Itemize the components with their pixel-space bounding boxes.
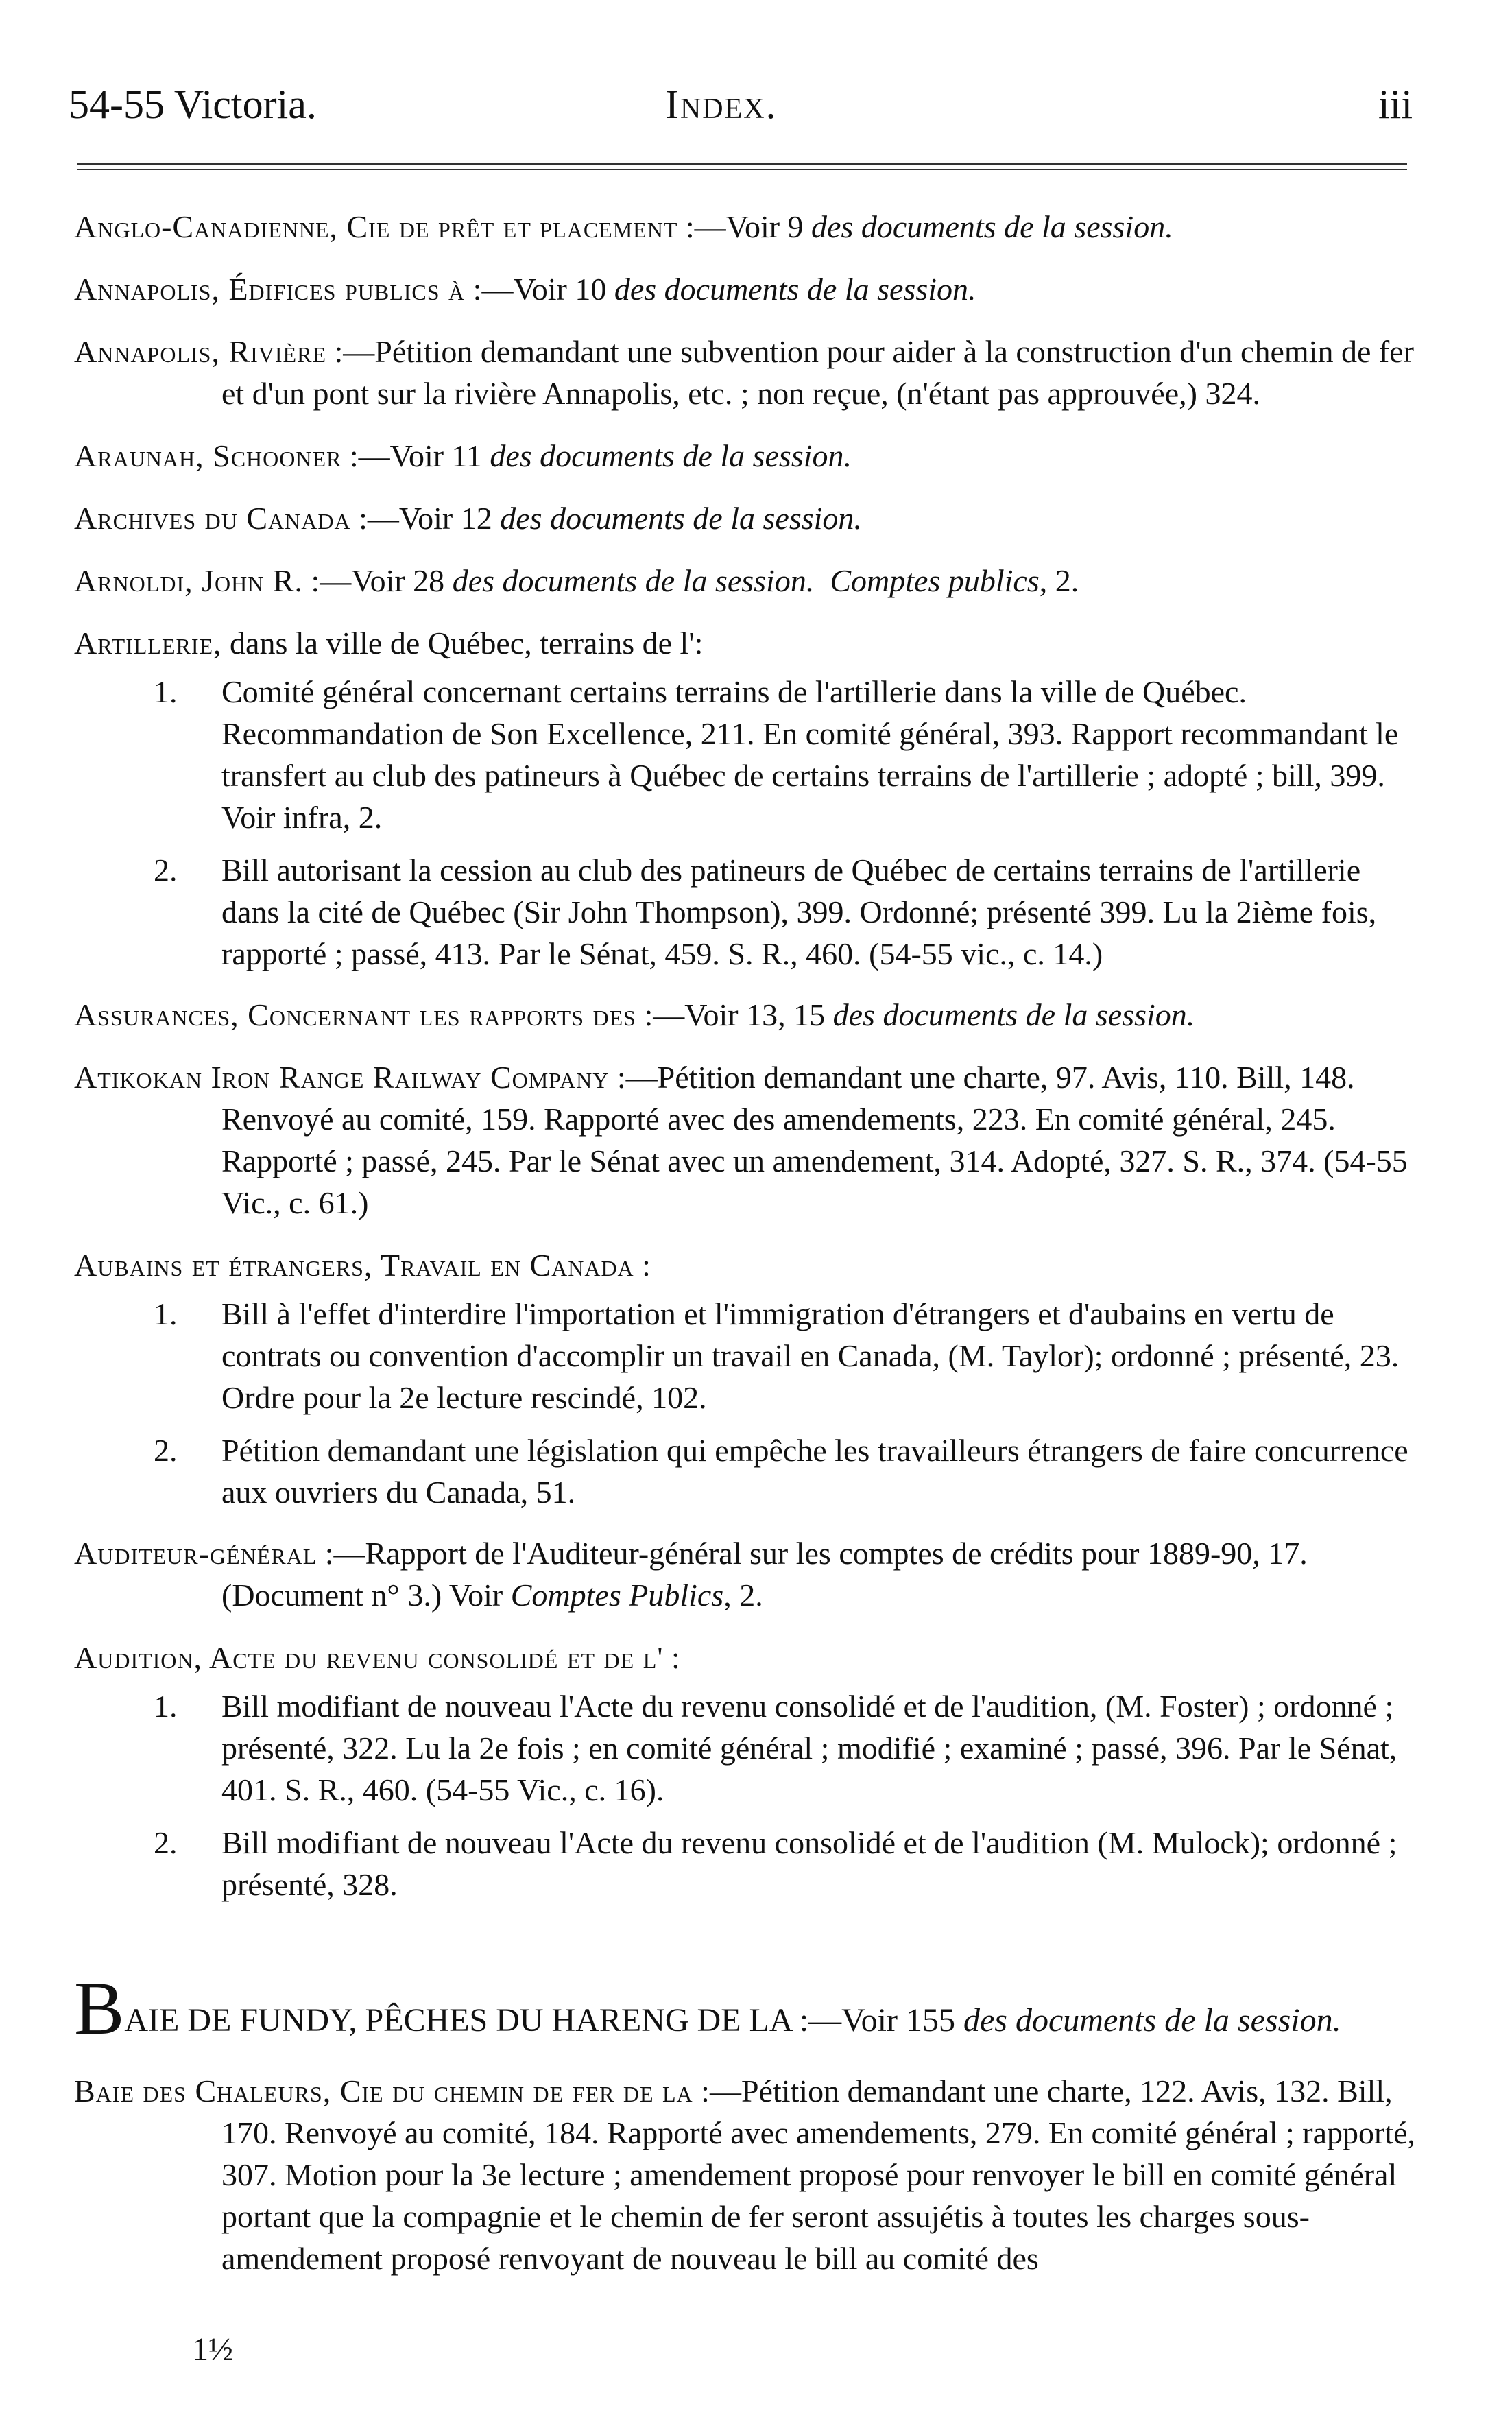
header-title: Index. (665, 82, 778, 127)
entry-heading: AIE DE FUNDY, PÊCHES DU HARENG DE LA (124, 2002, 791, 2038)
entry-heading: Atikokan Iron Range Railway Company (74, 1060, 610, 1095)
index-entry: Araunah, Schooner :—Voir 11 des documents de la session. (74, 438, 852, 473)
list-item: 1. Comité général concernant certains terrains de l'artillerie dans la ville de Québec. Recommandation de Son Excellence, 211. En comité général, 393. Rapport recommandant le transfert au club des patineurs à Québec de certains terrains de l'artillerie ; adopté ; bill, 399. Voir infra, 2. (154, 674, 1399, 835)
signature-mark: 1½ (192, 2331, 233, 2368)
list-item: 2. Bill modifiant de nouveau l'Acte du revenu consolidé et de l'audition (M. Mulock); ordonné ; présenté, 328. (154, 1825, 1397, 1902)
index-entry: Assurances, Concernant les rapports des :—Voir 13, 15 des documents de la session. (74, 997, 1195, 1032)
aubains-sublist (74, 1293, 1418, 1513)
list-item: 1. Bill modifiant de nouveau l'Acte du revenu consolidé et de l'audition, (M. Foster) ; ordonné ; présenté, 322. Lu la 2e fois ; en comité général ; modifié ; examiné ; passé, 396. Par le Sénat, 401. S. R., 460. (54-55 Vic., c. 16). (154, 1689, 1397, 1807)
entry-heading: Archives du Canada (74, 501, 351, 536)
index-entry: Atikokan Iron Range Railway Company :—Pétition demandant une charte, 97. Avis, 110. Bill, 148. Renvoyé au comité, 159. Rapporté avec des amendements, 223. En comité général, 245. Rapporté ; passé, 245. Par le Sénat avec un amendement, 314. Adopté, 327. S. R., 374. (54-55 Vic., c. 61.) (74, 1060, 1408, 1220)
entry-heading: Araunah, Schooner (74, 438, 342, 473)
entry-heading: Annapolis, Rivière (74, 334, 326, 369)
entry-heading: Aubains et étrangers, Travail en Canada (74, 1248, 634, 1283)
entry-heading: Audition, Acte du revenu consolidé et de l' (74, 1640, 664, 1675)
index-entry: Aubains et étrangers, Travail en Canada : (74, 1248, 651, 1283)
list-item: 1. Bill à l'effet d'interdire l'importation et l'immigration d'étrangers et d'aubains en vertu de contrats ou convention d'accomplir un travail en Canada, (M. Taylor); ordonné ; présenté, 23. Ordre pour la 2e lecture rescindé, 102. (154, 1296, 1400, 1415)
entry-heading: Assurances, Concernant les rapports des (74, 997, 636, 1032)
entry-heading: Arnoldi, John R. (74, 563, 304, 598)
index-entry: Annapolis, Édifices publics à :—Voir 10 des documents de la session. (74, 272, 976, 307)
entry-heading: Baie des Chaleurs, Cie du chemin de fer de la (74, 2073, 693, 2108)
index-entry: Archives du Canada :—Voir 12 des documents de la session. (74, 501, 862, 536)
list-item: 2. Bill autorisant la cession au club des patineurs de Québec de certains terrains de l'artillerie dans la cité de Québec (Sir John Thompson), 399. Ordonné; présenté 399. Lu la 2ième fois, rapporté ; passé, 413. Par le Sénat, 459. S. R., 460. (54-55 vic., c. 14.) (154, 853, 1377, 971)
index-entry: Artillerie, dans la ville de Québec, terrains de l': (74, 626, 704, 661)
audition-sublist (74, 1685, 1418, 1905)
index-entry: Auditeur-général :—Rapport de l'Auditeur-général sur les comptes de crédits pour 1889-90, 17. (Document n° 3.) Voir Comptes Publics, 2. (74, 1536, 1308, 1613)
header-rule-bottom (77, 169, 1407, 170)
index-entry: Arnoldi, John R. :—Voir 28 des documents de la session. Comptes publics, 2. (74, 563, 1079, 598)
index-entry: Annapolis, Rivière :—Pétition demandant une subvention pour aider à la construction d'un chemin de fer et d'un pont sur la rivière Annapolis, etc. ; non reçue, (n'étant pas approuvée,) 324. (74, 334, 1414, 411)
index-entry: Baie des Chaleurs, Cie du chemin de fer de la :—Pétition demandant une charte, 122. Avis, 132. Bill, 170. Renvoyé au comité, 184. Rapporté avec amendements, 279. En comité général ; rapporté, 307. Motion pour la 3e lecture ; amendement proposé pour renvoyer le bill en comité général portant que la compagnie et le chemin de fer seront assujétis à toutes les charges sous-amendement proposé renvoyant de nouveau le bill au comité des (74, 2073, 1416, 2276)
header-page-number: iii (1378, 82, 1413, 127)
artillerie-sublist (74, 671, 1418, 975)
section-initial-letter: B (74, 1966, 125, 2050)
header-volume: 54-55 Victoria. (69, 82, 317, 127)
page-header (69, 81, 1413, 136)
entry-heading: Artillerie, (74, 626, 222, 661)
entry-heading: Annapolis, Édifices publics à (74, 272, 466, 307)
header-rule-top (77, 163, 1407, 165)
entry-heading: Anglo-Canadienne, Cie de prêt et placement (74, 209, 678, 244)
list-item: 2. Pétition demandant une législation qui empêche les travailleurs étrangers de faire concurrence aux ouvriers du Canada, 51. (154, 1433, 1408, 1510)
index-entries (74, 206, 1418, 2300)
index-entry: Anglo-Canadienne, Cie de prêt et placement :—Voir 9 des documents de la session. (74, 209, 1173, 244)
entry-heading: Auditeur-général (74, 1536, 317, 1571)
section-b-first-entry: BAIE DE FUNDY, PÊCHES DU HARENG DE LA :—Voir 155 des documents de la session. (74, 1966, 1341, 2050)
index-entry: Audition, Acte du revenu consolidé et de l' : (74, 1640, 680, 1675)
